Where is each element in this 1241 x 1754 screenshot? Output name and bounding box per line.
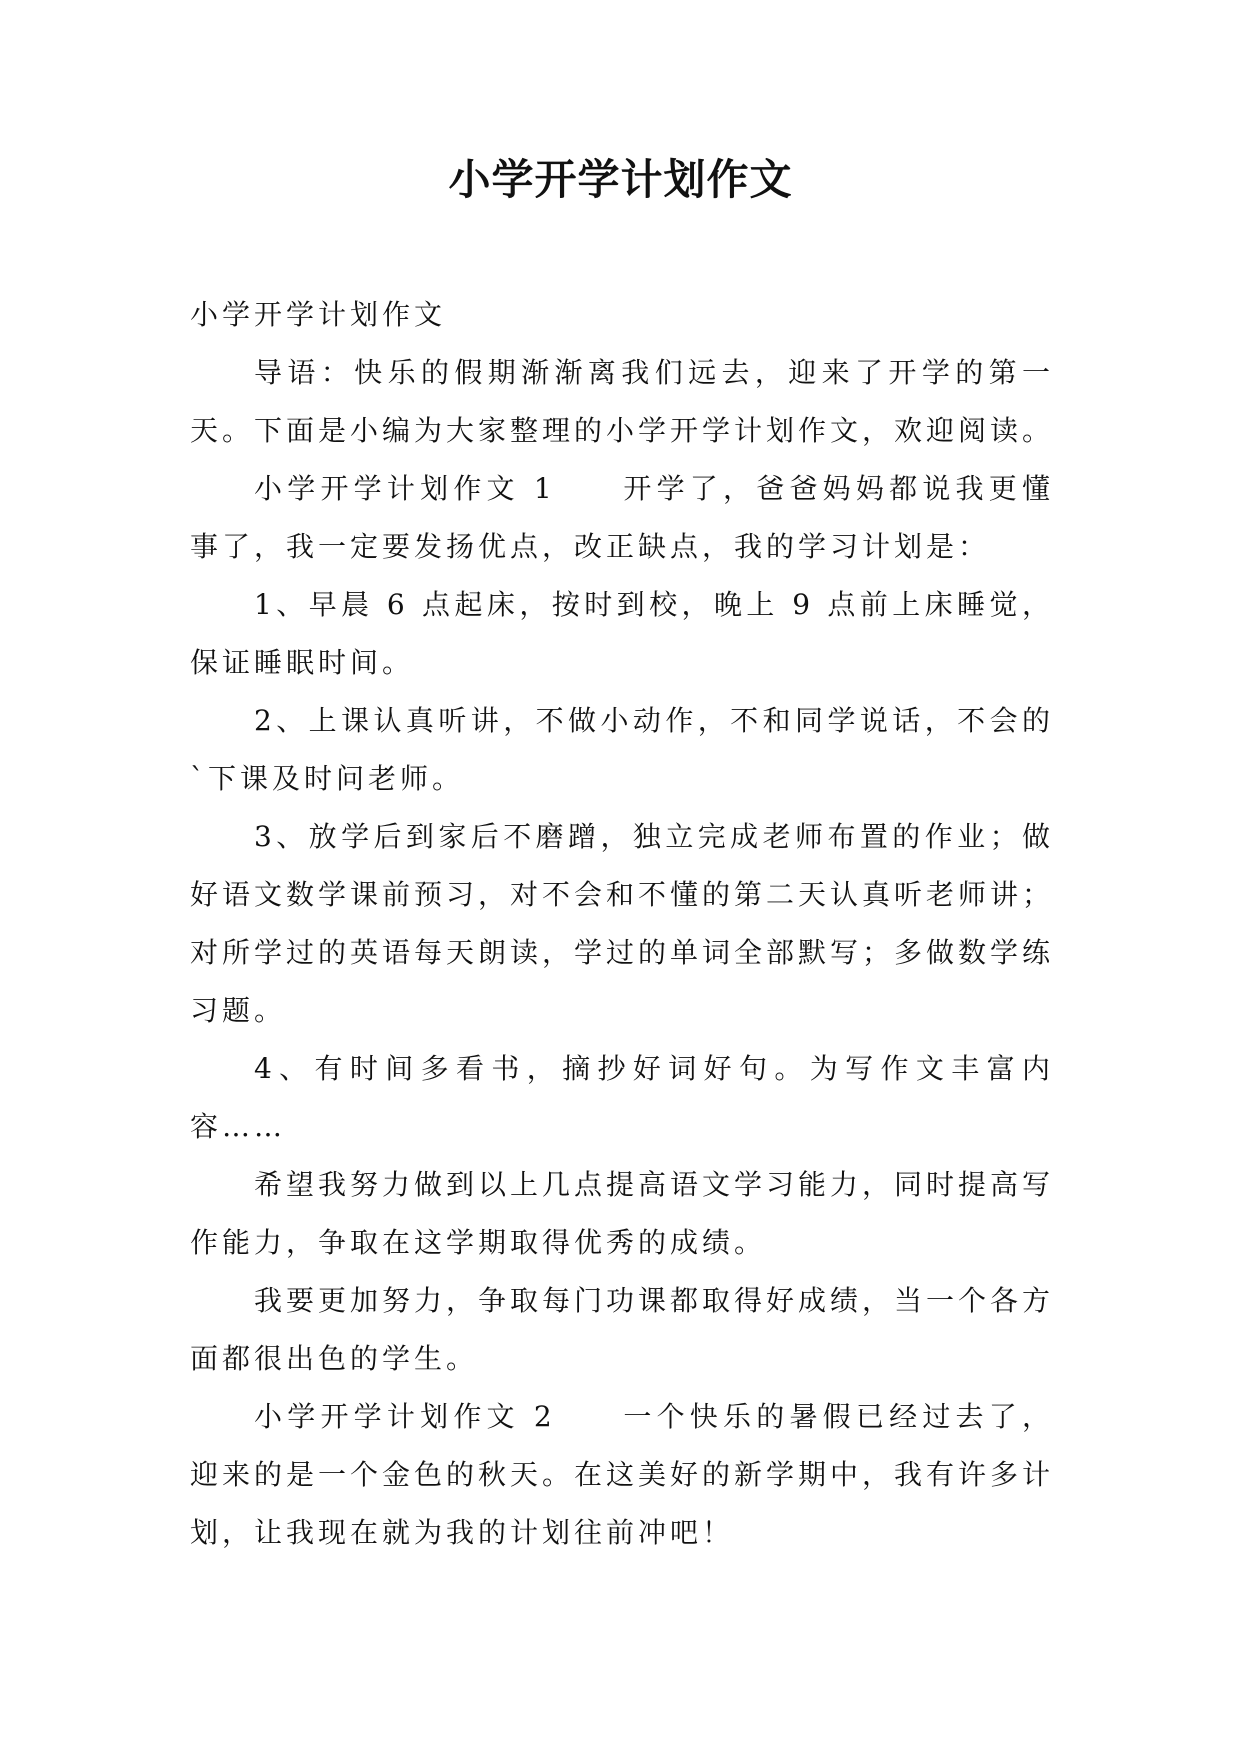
paragraph-plan-item-3: 3、放学后到家后不磨蹭，独立完成老师布置的作业；做好语文数学课前预习，对不会和不懂的第二天认真听老师讲；对所学过的英语每天朗读，学过的单词全部默写；多做数学练习题。 [190,820,1055,1027]
document-title: 小学开学计划作文 [448,155,793,204]
paragraph-plan-item-4: 4、有时间多看书，摘抄好词好句。为写作文丰富内容…… [190,1052,1054,1143]
paragraph-essay-2-start: 小学开学计划作文 2 一个快乐的暑假已经过去了，迎来的是一个金色的秋天。在这美好的新学期中，我有许多计划，让我现在就为我的计划往前冲吧！ [190,1400,1055,1549]
document-body [190,286,1054,1562]
paragraph-intro: 导语：快乐的假期渐渐离我们远去，迎来了开学的第一天。下面是小编为大家整理的小学开学计划作文，欢迎阅读。 [190,356,1055,447]
paragraph-plan-item-1: 1、早晨 6 点起床，按时到校，晚上 9 点前上床睡觉，保证睡眠时间。 [190,588,1054,679]
paragraph-essay-1-start: 小学开学计划作文 1 开学了，爸爸妈妈都说我更懂事了，我一定要发扬优点，改正缺点，我的学习计划是： [190,472,1054,563]
paragraph-hope: 希望我努力做到以上几点提高语文学习能力，同时提高写作能力，争取在这学期取得优秀的成绩。 [190,1168,1055,1259]
paragraph-subtitle: 小学开学计划作文 [190,298,447,331]
paragraph-plan-item-2: 2、上课认真听讲，不做小动作，不和同学说话，不会的`下课及时问老师。 [190,704,1054,795]
paragraph-effort: 我要更加努力，争取每门功课都取得好成绩，当一个各方面都很出色的学生。 [190,1284,1055,1375]
